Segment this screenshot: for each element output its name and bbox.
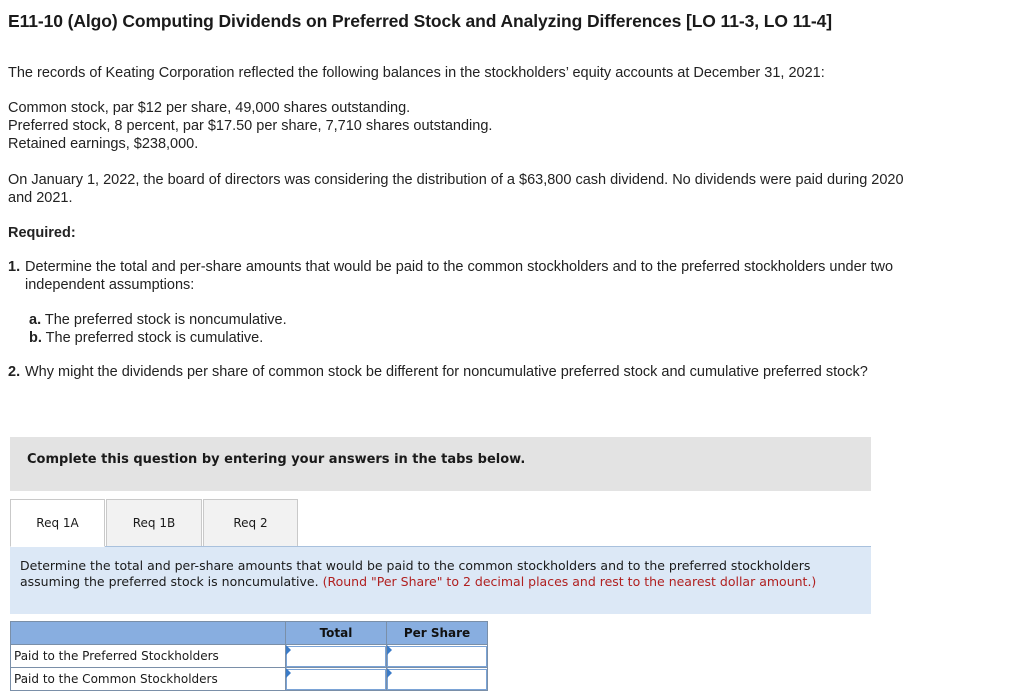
balance-preferred-stock: Preferred stock, 8 percent, par $17.50 per share, 7,710 shares outstanding. [8,118,493,134]
balance-retained-earnings: Retained earnings, $238,000. [8,136,199,152]
problem-title: E11-10 (Algo) Computing Dividends on Preferred Stock and Analyzing Differences [LO 11-3, LO 11-4] [8,11,832,31]
rounding-note: (Round "Per Share" to 2 decimal places and rest to the nearest dollar amount.) [322,574,817,589]
banner-text: Complete this question by entering your answers in the tabs below. [27,452,526,467]
tab-req-1b[interactable]: Req 1B [106,499,202,547]
instructions-text: Determine the total and per-share amounts that would be paid to the common stockholders and to the preferred stockholders assuming the preferred stock is noncumulative. [20,558,811,589]
requirement-1-text: Determine the total and per-share amounts that would be paid to the common stockholders and to the preferred stockholders under two independent assumptions: [25,259,894,293]
header-per-share: Per Share [387,622,488,645]
intro-text: The records of Keating Corporation reflected the following balances in the stockholders’ equity accounts at December 31, 2021: [8,65,825,81]
balance-common-stock: Common stock, par $12 per share, 49,000 shares outstanding. [8,100,411,116]
header-total: Total [286,622,387,645]
requirement-2-number: 2. [8,364,21,380]
common-total-cell [286,668,387,691]
row-label-common: Paid to the Common Stockholders [11,668,286,691]
common-total-input[interactable] [286,669,386,690]
row-label-preferred: Paid to the Preferred Stockholders [11,645,286,668]
answer-table-header [11,622,488,645]
input-flag-icon [387,645,392,655]
requirement-1a-label: a. [29,312,42,328]
preferred-per-share-input[interactable] [387,646,487,667]
requirement-2-text: Why might the dividends per share of common stock be different for noncumulative preferred stock and cumulative preferred stock? [25,364,868,380]
header-blank [11,622,286,645]
requirement-1a-text: The preferred stock is noncumulative. [44,312,287,328]
balances-list [8,99,492,153]
input-flag-icon [387,668,392,678]
input-flag-icon [286,645,291,655]
requirement-1-number: 1. [8,259,21,275]
preferred-total-input[interactable] [286,646,386,667]
requirement-1b-label: b. [29,330,42,346]
common-per-share-cell [387,668,488,691]
required-heading: Required: [8,225,76,241]
table-row [11,645,488,668]
tab-req-2[interactable]: Req 2 [203,499,298,547]
instructions-banner [10,437,871,491]
requirement-1b-text: The preferred stock is cumulative. [45,330,264,346]
requirement-1b [29,329,263,347]
answer-table [10,621,488,691]
input-flag-icon [286,668,291,678]
tab-req-1a[interactable]: Req 1A [10,499,105,547]
board-text: On January 1, 2022, the board of directors was considering the distribution of a $63,800 cash dividend. No dividends were paid during 2020 and 2021. [8,172,904,206]
common-per-share-input[interactable] [387,669,487,690]
preferred-total-cell [286,645,387,668]
requirement-1a [29,311,287,329]
preferred-per-share-cell [387,645,488,668]
requirement-2 [8,363,913,381]
requirement-1 [8,258,913,294]
tab-instructions [10,546,871,614]
table-row [11,668,488,691]
